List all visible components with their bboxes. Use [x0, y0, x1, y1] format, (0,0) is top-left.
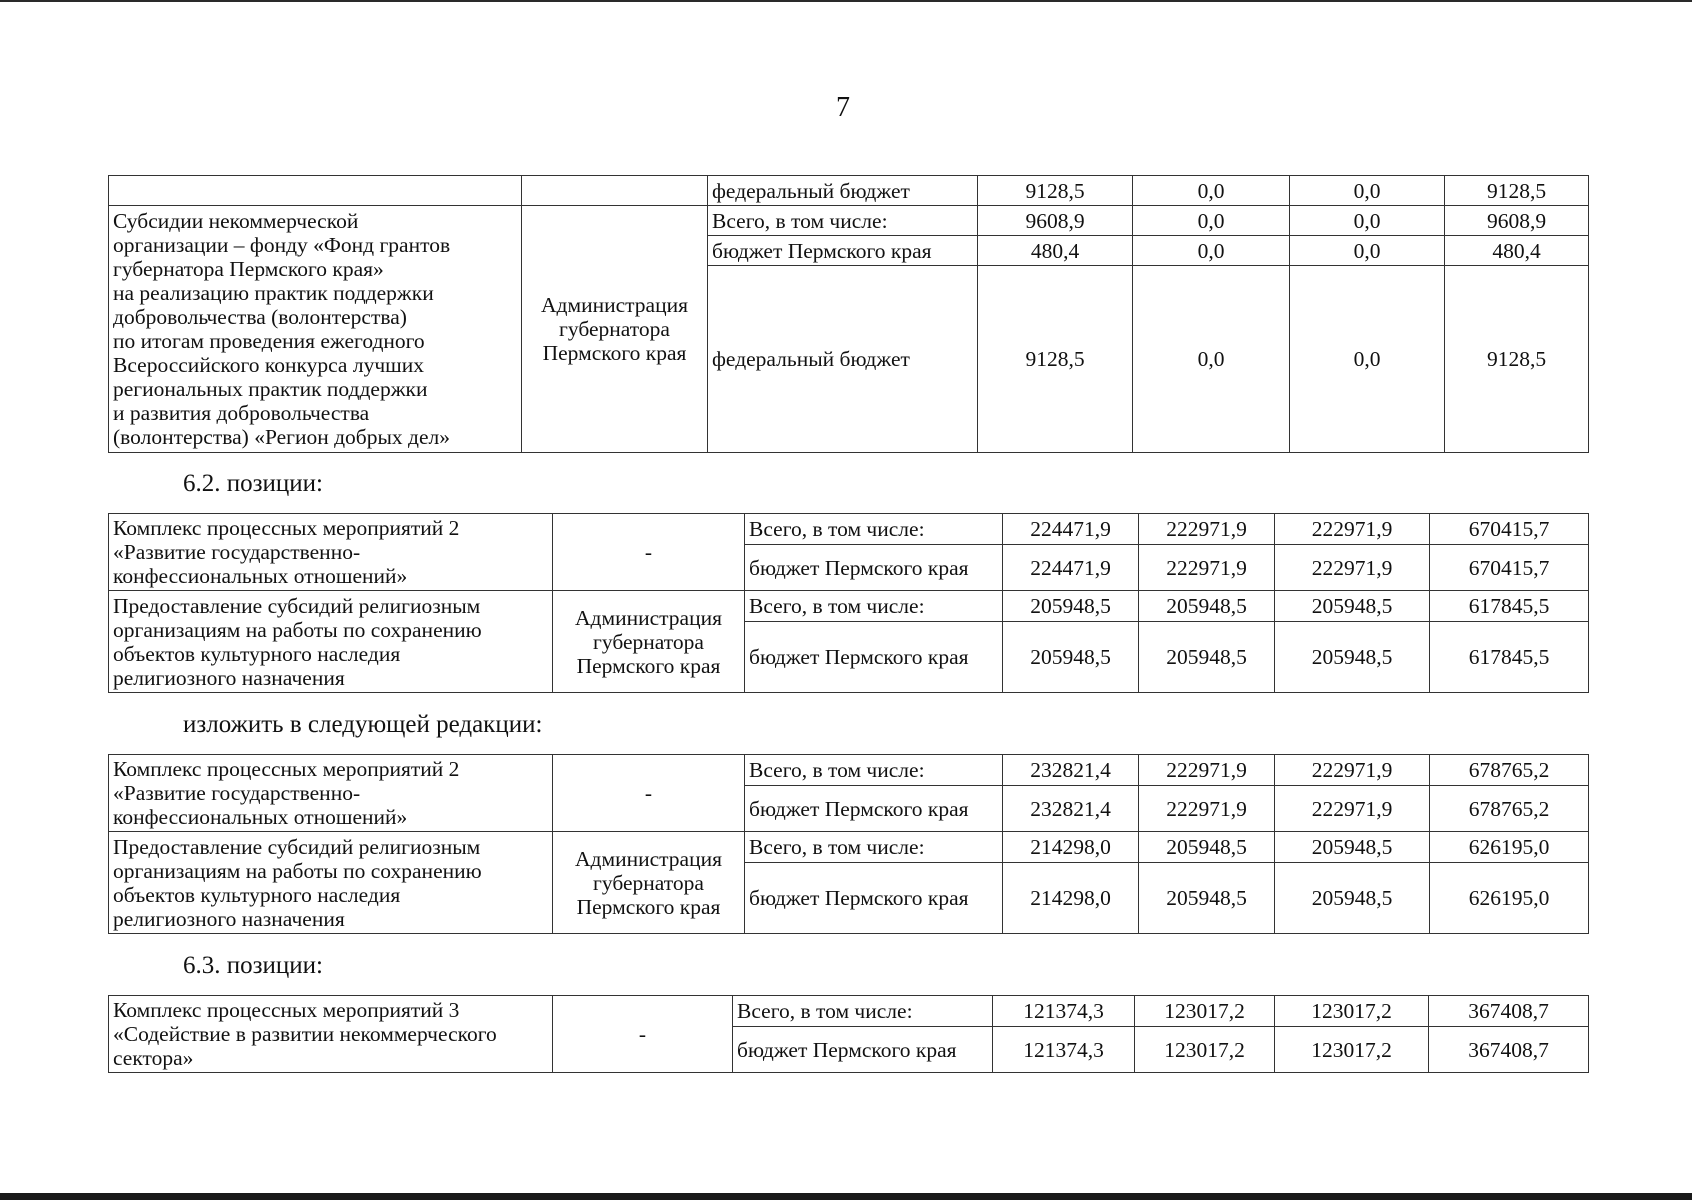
value-cell: 214298,0 [1003, 863, 1139, 934]
value-cell: 121374,3 [993, 996, 1135, 1027]
section-heading: изложить в следующей редакции: [183, 711, 543, 738]
value-cell: 224471,9 [1003, 545, 1139, 591]
funding-source: бюджет Пермского края [745, 786, 1003, 832]
value-cell: 9608,9 [978, 206, 1133, 236]
value-cell: 670415,7 [1430, 545, 1589, 591]
value-cell: 0,0 [1290, 176, 1445, 206]
value-cell: 222971,9 [1275, 514, 1430, 545]
measure-description: Комплекс процессных мероприятий 3 «Содействие в развитии некоммерческого сектора» [109, 996, 553, 1073]
table-row [109, 996, 1589, 1027]
value-cell: 205948,5 [1139, 832, 1275, 863]
value-cell: 222971,9 [1139, 514, 1275, 545]
funding-source: федеральный бюджет [708, 176, 978, 206]
page-number: 7 [836, 92, 850, 123]
value-cell: 205948,5 [1003, 622, 1139, 693]
scan-edge-bottom [0, 1193, 1692, 1200]
value-cell: 480,4 [1445, 236, 1589, 266]
funding-source: бюджет Пермского края [745, 545, 1003, 591]
value-cell: 123017,2 [1275, 1027, 1429, 1073]
funding-source: Всего, в том числе: [745, 832, 1003, 863]
value-cell: 222971,9 [1139, 545, 1275, 591]
value-cell: 232821,4 [1003, 755, 1139, 786]
value-cell: 123017,2 [1135, 996, 1275, 1027]
value-cell: 205948,5 [1139, 591, 1275, 622]
empty-cell [109, 176, 522, 206]
value-cell: 222971,9 [1275, 755, 1430, 786]
value-cell: 0,0 [1133, 266, 1290, 453]
funding-source: Всего, в том числе: [745, 591, 1003, 622]
value-cell: 123017,2 [1135, 1027, 1275, 1073]
value-cell: 222971,9 [1139, 755, 1275, 786]
value-cell: 0,0 [1133, 176, 1290, 206]
value-cell: 0,0 [1290, 236, 1445, 266]
value-cell: 626195,0 [1430, 832, 1589, 863]
funding-source: бюджет Пермского края [745, 622, 1003, 693]
funding-source: Всего, в том числе: [733, 996, 993, 1027]
value-cell: 9608,9 [1445, 206, 1589, 236]
value-cell: 224471,9 [1003, 514, 1139, 545]
value-cell: 367408,7 [1429, 1027, 1589, 1073]
value-cell: 205948,5 [1275, 832, 1430, 863]
funding-source: бюджет Пермского края [708, 236, 978, 266]
funding-source: Всего, в том числе: [708, 206, 978, 236]
value-cell: 626195,0 [1430, 863, 1589, 934]
responsible-executor: - [553, 755, 745, 832]
responsible-executor: Администрация губернатора Пермского края [553, 832, 745, 934]
value-cell: 480,4 [978, 236, 1133, 266]
responsible-executor: - [553, 996, 733, 1073]
value-cell: 678765,2 [1430, 786, 1589, 832]
value-cell: 205948,5 [1275, 622, 1430, 693]
value-cell: 0,0 [1133, 236, 1290, 266]
value-cell: 205948,5 [1275, 591, 1430, 622]
table-row [109, 755, 1589, 786]
table-positions-6-3 [108, 995, 1589, 1073]
value-cell: 222971,9 [1275, 545, 1430, 591]
value-cell: 214298,0 [1003, 832, 1139, 863]
responsible-executor: Администрация губернатора Пермского края [522, 206, 708, 453]
value-cell: 0,0 [1133, 206, 1290, 236]
value-cell: 9128,5 [1445, 176, 1589, 206]
table-row [109, 514, 1589, 545]
table-row [109, 176, 1589, 206]
value-cell: 678765,2 [1430, 755, 1589, 786]
table-row [109, 591, 1589, 622]
value-cell: 232821,4 [1003, 786, 1139, 832]
value-cell: 205948,5 [1275, 863, 1430, 934]
value-cell: 205948,5 [1003, 591, 1139, 622]
table-row [109, 832, 1589, 863]
value-cell: 0,0 [1290, 206, 1445, 236]
table-subsidy-volunteering [108, 175, 1589, 453]
empty-cell [522, 176, 708, 206]
value-cell: 9128,5 [1445, 266, 1589, 453]
funding-source: Всего, в том числе: [745, 755, 1003, 786]
value-cell: 222971,9 [1139, 786, 1275, 832]
funding-source: бюджет Пермского края [745, 863, 1003, 934]
value-cell: 0,0 [1290, 266, 1445, 453]
value-cell: 9128,5 [978, 266, 1133, 453]
table-new-edition [108, 754, 1589, 934]
measure-description: Субсидии некоммерческой организации – фонду «Фонд грантов губернатора Пермского края» на реализацию практик поддержки добровольчества (волонтерства) по итогам проведения ежегодного Всероссийского конкурса лучших региональных практик поддержки и развития добровольчества (волонтерства) «Регион добрых дел» [109, 206, 522, 453]
value-cell: 123017,2 [1275, 996, 1429, 1027]
funding-source: федеральный бюджет [708, 266, 978, 453]
value-cell: 205948,5 [1139, 863, 1275, 934]
table-row [109, 206, 1589, 236]
funding-source: Всего, в том числе: [745, 514, 1003, 545]
measure-description: Комплекс процессных мероприятий 2 «Развитие государственно- конфессиональных отношений» [109, 755, 553, 832]
table-positions-6-2 [108, 513, 1589, 693]
value-cell: 121374,3 [993, 1027, 1135, 1073]
section-heading: 6.3. позиции: [183, 952, 323, 979]
value-cell: 670415,7 [1430, 514, 1589, 545]
value-cell: 617845,5 [1430, 622, 1589, 693]
responsible-executor: - [553, 514, 745, 591]
responsible-executor: Администрация губернатора Пермского края [553, 591, 745, 693]
measure-description: Предоставление субсидий религиозным организациям на работы по сохранению объектов культурного наследия религиозного назначения [109, 832, 553, 934]
value-cell: 205948,5 [1139, 622, 1275, 693]
scan-edge-top [0, 0, 1692, 2]
funding-source: бюджет Пермского края [733, 1027, 993, 1073]
value-cell: 617845,5 [1430, 591, 1589, 622]
measure-description: Комплекс процессных мероприятий 2 «Развитие государственно- конфессиональных отношений» [109, 514, 553, 591]
value-cell: 9128,5 [978, 176, 1133, 206]
value-cell: 222971,9 [1275, 786, 1430, 832]
measure-description: Предоставление субсидий религиозным организациям на работы по сохранению объектов культурного наследия религиозного назначения [109, 591, 553, 693]
section-heading: 6.2. позиции: [183, 470, 323, 497]
value-cell: 367408,7 [1429, 996, 1589, 1027]
